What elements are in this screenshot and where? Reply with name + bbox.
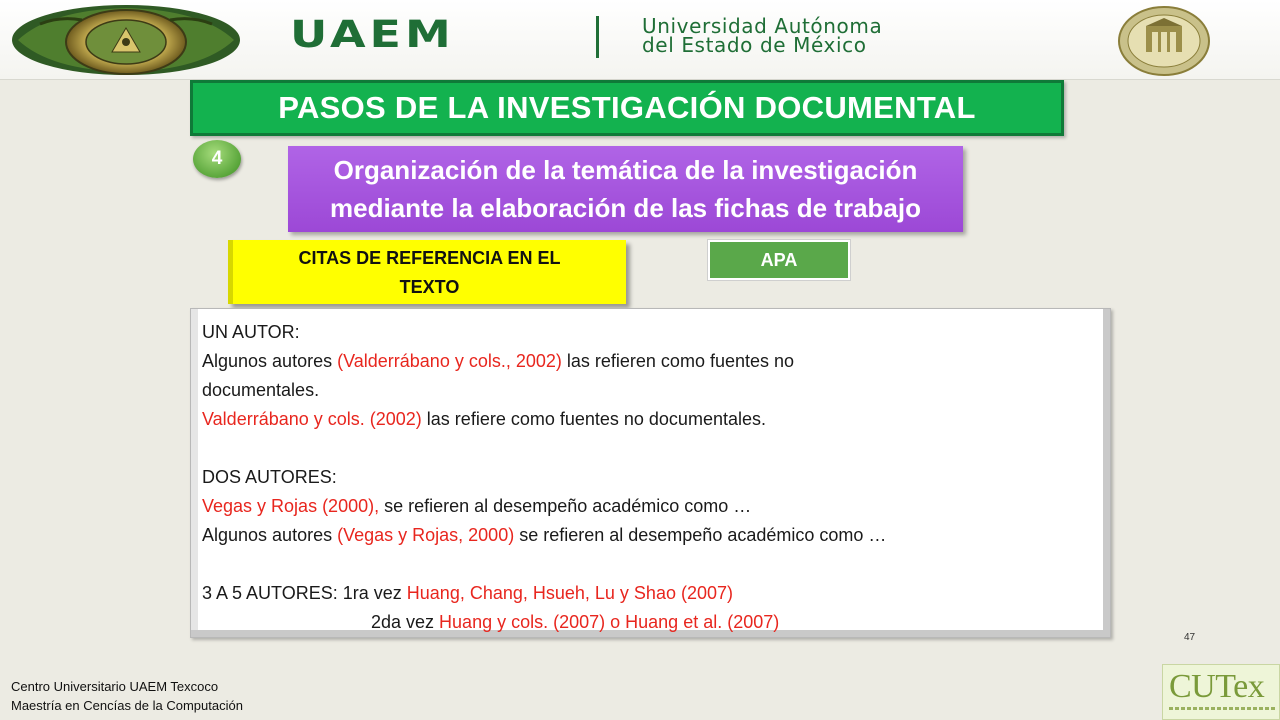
text-run: 2da vez — [371, 612, 440, 632]
logo-divider — [596, 16, 599, 58]
university-name-line1: Universidad Autónoma — [642, 14, 883, 38]
citation-text: Vegas y Rojas (2000), — [202, 496, 380, 516]
header-banner — [0, 0, 1280, 80]
un-autor-example-2 — [202, 405, 1098, 434]
dos-autores-example-1 — [202, 492, 1098, 521]
tres-a-cinco-example-1 — [202, 579, 1098, 608]
tres-a-cinco-example-2 — [202, 608, 1098, 637]
citation-examples-box — [190, 308, 1111, 638]
cutex-logo — [1162, 664, 1280, 720]
citation-text: Huang y cols. (2007) o Huang et al. (2007) — [439, 612, 780, 632]
un-autor-example-1-cont: documentales. — [202, 380, 320, 400]
text-run: se refieren al desempeño académico como … — [514, 525, 887, 545]
spacer — [202, 550, 1098, 579]
university-name — [642, 14, 883, 57]
page-number: 47 — [1184, 632, 1196, 643]
citation-text: Huang, Chang, Hsueh, Lu y Shao (2007) — [406, 583, 733, 603]
slide-title: PASOS DE LA INVESTIGACIÓN DOCUMENTAL — [190, 80, 1064, 136]
footer-line1: Centro Universitario UAEM Texcoco — [11, 679, 219, 694]
footer-institution — [11, 677, 243, 715]
slide-subtitle — [288, 146, 963, 232]
dos-autores-heading: DOS AUTORES: — [202, 467, 337, 487]
cutex-wordmark: CUTex — [1169, 668, 1265, 705]
text-run: las refiere como fuentes no documentales. — [421, 409, 766, 429]
spacer — [202, 434, 1098, 463]
text-run: Algunos autores — [202, 525, 338, 545]
footer-line2: Maestría en Cencías de la Computación — [11, 698, 243, 713]
subtitle-line2: mediante la elaboración de las fichas de trabajo — [330, 193, 921, 223]
step-number-badge: 4 — [193, 140, 241, 178]
text-run: Algunos autores — [202, 351, 338, 371]
citas-line2: TEXTO — [399, 277, 460, 297]
citation-text: (Valderrábano y cols., 2002) — [337, 351, 562, 371]
anniversary-seal-logo — [1118, 6, 1210, 76]
un-autor-example-1 — [202, 347, 1098, 376]
citation-text: Valderrábano y cols. (2002) — [202, 409, 422, 429]
subtitle-line1: Organización de la temática de la investigación — [333, 155, 918, 185]
citas-referencia-label — [228, 240, 626, 304]
un-autor-heading: UN AUTOR: — [202, 322, 300, 342]
dos-autores-example-2 — [202, 521, 1098, 550]
cutex-tagline-decor — [1169, 707, 1275, 710]
citas-line1: CITAS DE REFERENCIA EN EL — [298, 248, 561, 268]
text-run: 3 A 5 AUTORES: 1ra vez — [202, 583, 407, 603]
text-run: se refieren al desempeño académico como … — [379, 496, 752, 516]
apa-style-label: APA — [708, 240, 850, 280]
citation-text: (Vegas y Rojas, 2000) — [337, 525, 515, 545]
text-run: las refieren como fuentes no — [561, 351, 795, 371]
mexico-seal-logo — [10, 4, 242, 76]
uaem-wordmark: UAEM — [290, 11, 455, 56]
university-name-line2: del Estado de México — [642, 33, 867, 57]
